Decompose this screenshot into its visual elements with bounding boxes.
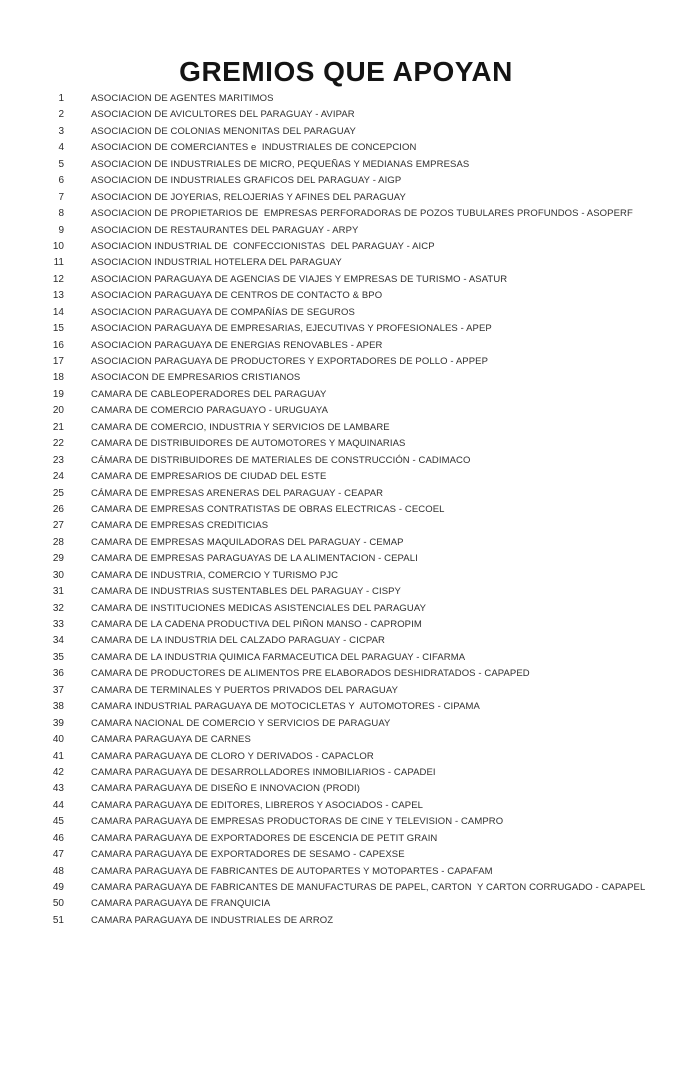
item-number: 5 bbox=[58, 158, 64, 170]
item-name: CAMARA DE COMERCIO PARAGUAYO - URUGUAYA bbox=[91, 405, 329, 417]
item-number: 42 bbox=[52, 766, 64, 778]
list-item bbox=[42, 225, 692, 241]
item-number: 26 bbox=[52, 503, 64, 515]
item-number: 48 bbox=[52, 865, 64, 877]
item-name: ASOCIACION PARAGUAYA DE PRODUCTORES Y EXPORTADORES DE POLLO - APPEP bbox=[91, 356, 489, 367]
list-item bbox=[42, 866, 692, 882]
item-number: 29 bbox=[52, 553, 64, 565]
list-item bbox=[42, 800, 692, 816]
item-name: ASOCIACION DE JOYERIAS, RELOJERIAS Y AFINES DEL PARAGUAY bbox=[91, 191, 406, 203]
item-number: 32 bbox=[52, 602, 64, 614]
item-number: 49 bbox=[52, 882, 64, 893]
list-item bbox=[42, 290, 692, 306]
item-name: ASOCIACON DE EMPRESARIOS CRISTIANOS bbox=[91, 372, 301, 384]
item-number: 17 bbox=[52, 356, 64, 367]
item-number: 10 bbox=[52, 240, 64, 252]
item-name: ASOCIACION DE INDUSTRIALES GRAFICOS DEL PARAGUAY - AIGP bbox=[91, 175, 402, 187]
list-item bbox=[42, 701, 692, 717]
item-number: 39 bbox=[52, 717, 64, 729]
item-number: 46 bbox=[52, 832, 64, 844]
list-item bbox=[42, 603, 692, 619]
item-name: CAMARA DE EMPRESARIOS DE CIUDAD DEL ESTE bbox=[91, 471, 327, 483]
item-number: 37 bbox=[52, 684, 64, 696]
list-item bbox=[42, 668, 692, 684]
item-name: ASOCIACION PARAGUAYA DE COMPAÑÍAS DE SEGUROS bbox=[91, 306, 355, 318]
item-name: CAMARA PARAGUAYA DE FABRICANTES DE AUTOPARTES Y MOTOPARTES - CAPAFAM bbox=[91, 865, 493, 877]
item-number: 19 bbox=[52, 388, 64, 400]
item-number: 24 bbox=[52, 471, 64, 483]
item-name: CAMARA PARAGUAYA DE EDITORES, LIBREROS Y ASOCIADOS - CAPEL bbox=[91, 799, 424, 811]
item-number: 9 bbox=[58, 224, 64, 236]
item-name: CAMARA PARAGUAYA DE EXPORTADORES DE ESCENCIA DE PETIT GRAIN bbox=[91, 832, 438, 844]
item-name: CAMARA DE LA INDUSTRIA QUIMICA FARMACEUTICA DEL PARAGUAY - CIFARMA bbox=[91, 651, 466, 663]
item-number: 14 bbox=[52, 306, 64, 318]
list-item bbox=[42, 438, 692, 454]
list-item bbox=[42, 175, 692, 191]
list-item bbox=[42, 783, 692, 799]
item-number: 6 bbox=[58, 175, 64, 187]
item-number: 45 bbox=[52, 816, 64, 828]
item-name: ASOCIACION DE RESTAURANTES DEL PARAGUAY - ARPY bbox=[91, 224, 359, 236]
item-number: 21 bbox=[52, 421, 64, 433]
item-name: CAMARA INDUSTRIAL PARAGUAYA DE MOTOCICLETAS Y AUTOMOTORES - CIPAMA bbox=[91, 701, 480, 713]
item-name: CAMARA DE LA CADENA PRODUCTIVA DEL PIÑON MANSO - CAPROPIM bbox=[91, 619, 422, 630]
list-item bbox=[42, 159, 692, 175]
item-number: 33 bbox=[52, 619, 64, 630]
list-item bbox=[42, 898, 692, 914]
item-name: ASOCIACION DE INDUSTRIALES DE MICRO, PEQUEÑAS Y MEDIANAS EMPRESAS bbox=[91, 158, 470, 170]
item-number: 51 bbox=[52, 914, 64, 926]
list-item bbox=[42, 833, 692, 849]
item-name: CAMARA DE EMPRESAS CREDITICIAS bbox=[91, 520, 269, 532]
list-item bbox=[42, 767, 692, 783]
item-number: 18 bbox=[52, 372, 64, 384]
item-number: 35 bbox=[52, 651, 64, 663]
item-name: ASOCIACION PARAGUAYA DE EMPRESARIAS, EJECUTIVAS Y PROFESIONALES - APEP bbox=[91, 323, 492, 335]
list-item bbox=[42, 751, 692, 767]
list-item bbox=[42, 570, 692, 586]
item-number: 28 bbox=[52, 536, 64, 548]
list-item bbox=[42, 340, 692, 356]
item-name: ASOCIACION PARAGUAYA DE ENERGIAS RENOVABLES - APER bbox=[91, 339, 383, 351]
item-name: CAMARA DE CABLEOPERADORES DEL PARAGUAY bbox=[91, 388, 327, 400]
list-item bbox=[42, 126, 692, 142]
item-name: CAMARA PARAGUAYA DE CLORO Y DERIVADOS - CAPACLOR bbox=[91, 750, 374, 762]
document-page bbox=[0, 57, 692, 1081]
list-item bbox=[42, 685, 692, 701]
item-number: 36 bbox=[52, 668, 64, 680]
item-name: CAMARA PARAGUAYA DE DISEÑO E INNOVACION (PRODI) bbox=[91, 783, 360, 795]
item-name: CAMARA PARAGUAYA DE INDUSTRIALES DE ARROZ bbox=[91, 914, 334, 926]
list-item bbox=[42, 142, 692, 158]
item-name: CAMARA DE INDUSTRIAS SUSTENTABLES DEL PARAGUAY - CISPY bbox=[91, 586, 401, 598]
list-item bbox=[42, 455, 692, 471]
item-name: CAMARA DE EMPRESAS PARAGUAYAS DE LA ALIMENTACION - CEPALI bbox=[91, 553, 418, 565]
list-item bbox=[42, 307, 692, 323]
item-number: 8 bbox=[58, 208, 64, 220]
item-number: 47 bbox=[52, 849, 64, 861]
item-number: 2 bbox=[58, 109, 64, 121]
list-item bbox=[42, 553, 692, 569]
item-number: 25 bbox=[52, 487, 64, 499]
item-name: ASOCIACION DE COMERCIANTES e INDUSTRIALES DE CONCEPCION bbox=[91, 142, 417, 154]
item-name: CAMARA DE EMPRESAS CONTRATISTAS DE OBRAS ELECTRICAS - CECOEL bbox=[91, 503, 445, 515]
item-name: CAMARA PARAGUAYA DE EXPORTADORES DE SESAMO - CAPEXSE bbox=[91, 849, 405, 861]
list-item bbox=[42, 93, 692, 109]
item-name: ASOCIACION INDUSTRIAL HOTELERA DEL PARAGUAY bbox=[91, 257, 342, 269]
list-item bbox=[42, 241, 692, 257]
item-name: CAMARA NACIONAL DE COMERCIO Y SERVICIOS DE PARAGUAY bbox=[91, 717, 391, 729]
list-item bbox=[42, 849, 692, 865]
list-item bbox=[42, 915, 692, 931]
list-item bbox=[42, 718, 692, 734]
list-item bbox=[42, 504, 692, 520]
item-name: ASOCIACION PARAGUAYA DE AGENCIAS DE VIAJES Y EMPRESAS DE TURISMO - ASATUR bbox=[91, 273, 508, 285]
item-number: 44 bbox=[52, 799, 64, 811]
list-item bbox=[42, 619, 692, 635]
gremios-list bbox=[0, 93, 692, 931]
item-number: 40 bbox=[52, 734, 64, 746]
item-name: CAMARA PARAGUAYA DE FRANQUICIA bbox=[91, 898, 271, 910]
list-item bbox=[42, 274, 692, 290]
item-name: CAMARA PARAGUAYA DE FABRICANTES DE MANUFACTURAS DE PAPEL, CARTON Y CARTON CORRUGADO - CAPAPEL bbox=[91, 882, 646, 893]
item-number: 7 bbox=[58, 191, 64, 203]
list-item bbox=[42, 405, 692, 421]
list-item bbox=[42, 372, 692, 388]
item-name: CAMARA DE COMERCIO, INDUSTRIA Y SERVICIOS DE LAMBARE bbox=[91, 421, 390, 433]
item-name: CAMARA DE PRODUCTORES DE ALIMENTOS PRE ELABORADOS DESHIDRATADOS - CAPAPED bbox=[91, 668, 530, 680]
item-number: 23 bbox=[52, 454, 64, 466]
item-number: 4 bbox=[58, 142, 64, 154]
item-number: 38 bbox=[52, 701, 64, 713]
item-number: 1 bbox=[58, 93, 64, 104]
list-item bbox=[42, 520, 692, 536]
page-title: GREMIOS QUE APOYAN bbox=[179, 56, 513, 87]
list-item bbox=[42, 356, 692, 372]
item-number: 30 bbox=[52, 569, 64, 581]
list-item bbox=[42, 635, 692, 651]
item-name: ASOCIACION PARAGUAYA DE CENTROS DE CONTACTO & BPO bbox=[91, 290, 383, 302]
list-item bbox=[42, 323, 692, 339]
item-number: 43 bbox=[52, 783, 64, 795]
item-name: CAMARA PARAGUAYA DE EMPRESAS PRODUCTORAS DE CINE Y TELEVISION - CAMPRO bbox=[91, 816, 504, 828]
item-name: CAMARA PARAGUAYA DE DESARROLLADORES INMOBILIARIOS - CAPADEI bbox=[91, 766, 436, 778]
item-name: CÁMARA DE EMPRESAS ARENERAS DEL PARAGUAY - CEAPAR bbox=[91, 487, 384, 499]
list-item bbox=[42, 109, 692, 125]
item-number: 20 bbox=[52, 405, 64, 417]
item-number: 3 bbox=[58, 125, 64, 137]
item-name: ASOCIACION INDUSTRIAL DE CONFECCIONISTAS DEL PARAGUAY - AICP bbox=[91, 240, 435, 252]
item-name: CAMARA DE DISTRIBUIDORES DE AUTOMOTORES Y MAQUINARIAS bbox=[91, 438, 406, 450]
item-name: CAMARA PARAGUAYA DE CARNES bbox=[91, 734, 251, 746]
list-item bbox=[42, 586, 692, 602]
item-name: ASOCIACION DE AGENTES MARITIMOS bbox=[91, 93, 274, 104]
list-item bbox=[42, 208, 692, 224]
item-name: CAMARA DE EMPRESAS MAQUILADORAS DEL PARAGUAY - CEMAP bbox=[91, 536, 404, 548]
item-number: 31 bbox=[52, 586, 64, 598]
item-name: ASOCIACION DE AVICULTORES DEL PARAGUAY - AVIPAR bbox=[91, 109, 355, 121]
list-item bbox=[42, 488, 692, 504]
list-item bbox=[42, 537, 692, 553]
item-name: ASOCIACION DE PROPIETARIOS DE EMPRESAS PERFORADORAS DE POZOS TUBULARES PROFUNDOS - ASOPERF bbox=[91, 208, 633, 220]
list-item bbox=[42, 422, 692, 438]
item-name: CAMARA DE LA INDUSTRIA DEL CALZADO PARAGUAY - CICPAR bbox=[91, 635, 385, 647]
item-number: 22 bbox=[52, 438, 64, 450]
item-name: CÁMARA DE DISTRIBUIDORES DE MATERIALES DE CONSTRUCCIÓN - CADIMACO bbox=[91, 454, 471, 466]
item-number: 11 bbox=[53, 257, 64, 269]
list-item bbox=[42, 257, 692, 273]
item-number: 50 bbox=[52, 898, 64, 910]
item-name: CAMARA DE TERMINALES Y PUERTOS PRIVADOS DEL PARAGUAY bbox=[91, 684, 399, 696]
item-number: 41 bbox=[52, 750, 64, 762]
item-number: 27 bbox=[52, 520, 64, 532]
list-item bbox=[42, 389, 692, 405]
item-number: 15 bbox=[52, 323, 64, 335]
item-number: 34 bbox=[52, 635, 64, 647]
list-item bbox=[42, 652, 692, 668]
list-item bbox=[42, 192, 692, 208]
item-number: 12 bbox=[52, 273, 64, 285]
list-item bbox=[42, 816, 692, 832]
item-name: CAMARA DE INDUSTRIA, COMERCIO Y TURISMO PJC bbox=[91, 569, 339, 581]
item-name: CAMARA DE INSTITUCIONES MEDICAS ASISTENCIALES DEL PARAGUAY bbox=[91, 602, 427, 614]
list-item bbox=[42, 882, 692, 898]
list-item bbox=[42, 734, 692, 750]
item-number: 13 bbox=[52, 290, 64, 302]
list-item bbox=[42, 471, 692, 487]
item-number: 16 bbox=[52, 339, 64, 351]
item-name: ASOCIACION DE COLONIAS MENONITAS DEL PARAGUAY bbox=[91, 125, 356, 137]
